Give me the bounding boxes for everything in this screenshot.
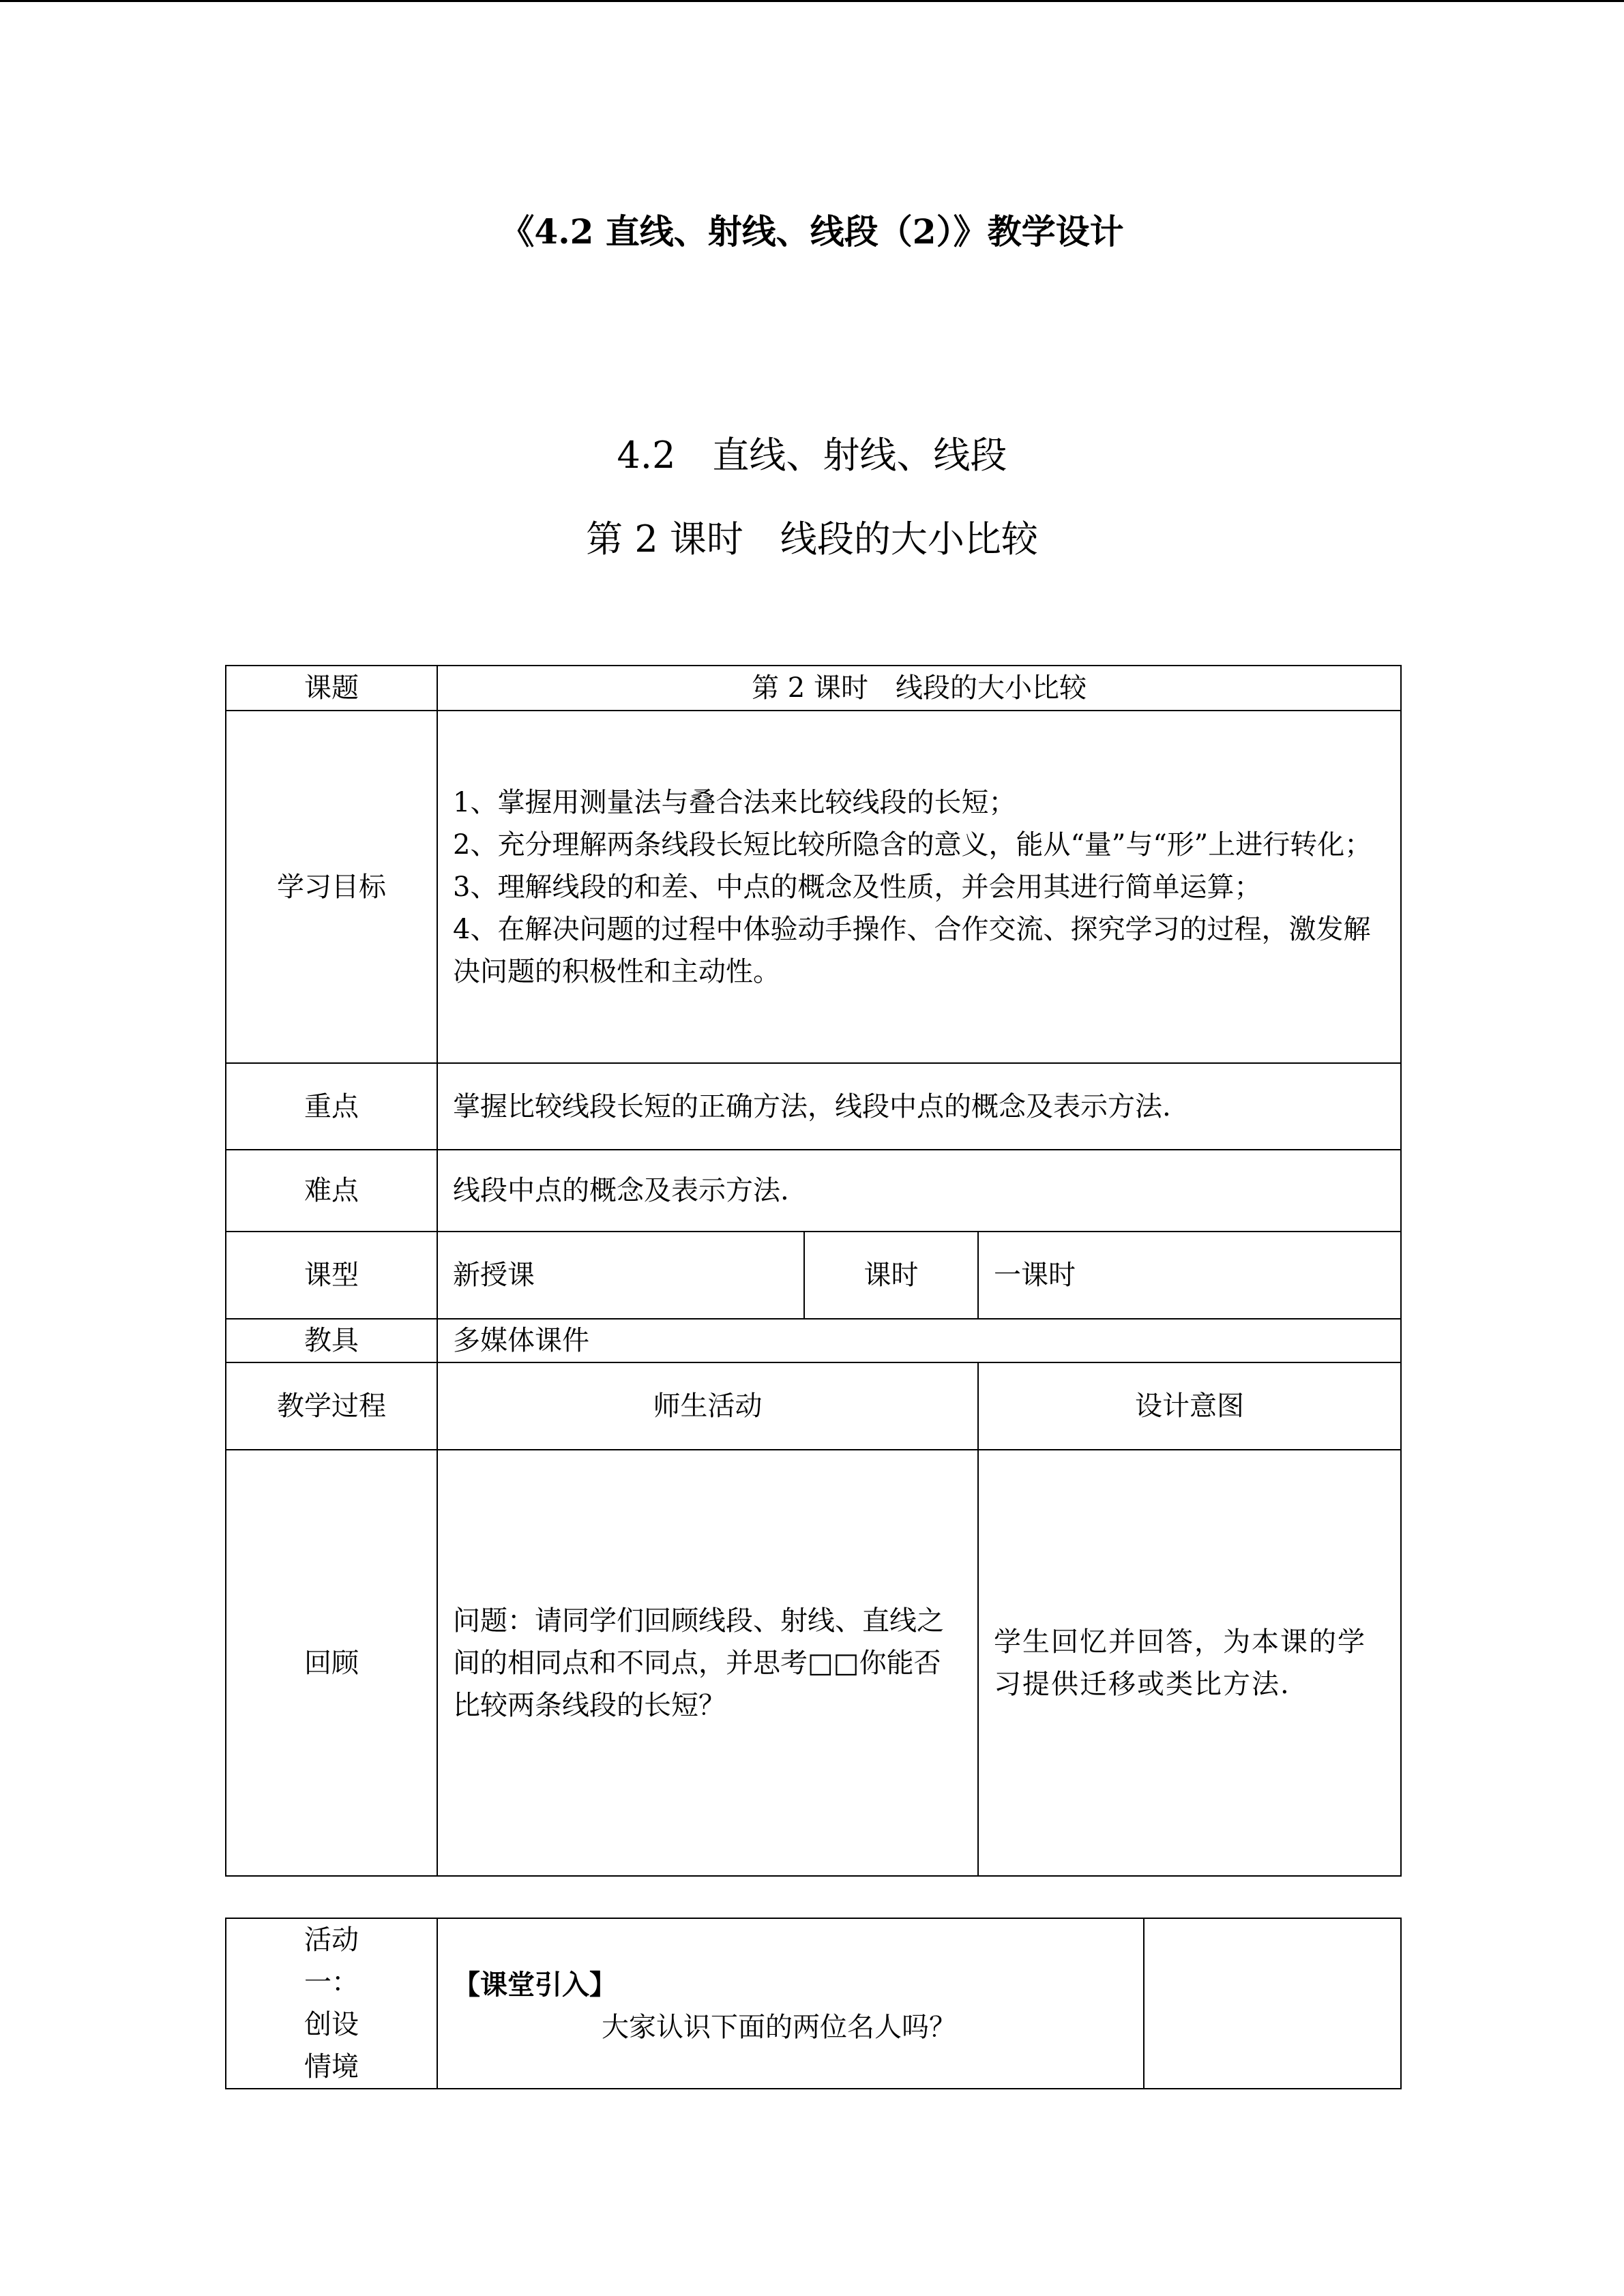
tools-row [226,1319,1401,1362]
objective-item: 3、理解线段的和差、中点的概念及性质，并会用其进行简单运算； [453,871,1262,903]
key-point-label: 重点 [226,1063,437,1150]
objective-item: 4、在解决问题的过程中体验动手操作、合作交流、探究学习的过程，激发解决问题的积极性和主动性。 [453,913,1371,987]
activity-label-line: 活动 [304,1924,359,1956]
top-border-line [0,0,1624,2]
activity-header: 师生活动 [437,1362,978,1450]
topic-label: 课题 [226,666,437,711]
type-label: 课型 [226,1232,437,1319]
activity-label-line: 一： [304,1967,359,1998]
activity-label [226,1918,437,2089]
objectives-row [226,711,1401,1063]
type-value: 新授课 [437,1232,804,1319]
objectives-list [437,711,1401,1063]
review-activity: 问题：请同学们回顾线段、射线、直线之间的相同点和不同点，并思考□□你能否比较两条线段的长短？ [437,1450,978,1876]
review-label: 回顾 [226,1450,437,1876]
difficulty-value: 线段中点的概念及表示方法. [437,1150,1401,1232]
objective-item: 2、充分理解两条线段长短比较所隐含的意义，能从“量”与“形”上进行转化； [453,829,1372,861]
key-point-row [226,1063,1401,1150]
activity-row [226,1918,1401,2089]
key-point-value: 掌握比较线段长短的正确方法，线段中点的概念及表示方法. [437,1063,1401,1150]
intent-header: 设计意图 [978,1362,1401,1450]
process-header-row [226,1362,1401,1450]
activity-content [437,1918,1144,2089]
activity-table [225,1918,1402,2089]
process-header: 教学过程 [226,1362,437,1450]
review-row [226,1450,1401,1876]
tools-value: 多媒体课件 [437,1319,1401,1362]
tools-label: 教具 [226,1319,437,1362]
document-title: 《4.2 直线、射线、线段（2）》教学设计 [500,211,1124,252]
section-title: 【课堂引入】 [453,1969,617,2001]
difficulty-label: 难点 [226,1150,437,1232]
objectives-label: 学习目标 [226,711,437,1063]
lesson-subheading: 第 2 课时 线段的大小比较 [586,518,1038,561]
topic-value: 第 2 课时 线段的大小比较 [437,666,1401,711]
lesson-plan-table [225,665,1402,1877]
topic-row [226,666,1401,711]
hours-label: 课时 [804,1232,978,1319]
activity-label-line: 创设 [304,2009,359,2040]
activity-intent-empty [1144,1918,1401,2089]
hours-value: 一课时 [978,1232,1401,1319]
difficulty-row [226,1150,1401,1232]
lesson-heading: 4.2 直线、射线、线段 [617,434,1007,477]
review-intent: 学生回忆并回答，为本课的学习提供迁移或类比方法. [978,1450,1401,1876]
objective-item: 1、掌握用测量法与叠合法来比较线段的长短； [453,786,1016,818]
type-row [226,1232,1401,1319]
intro-question: 大家认识下面的两位名人吗？ [602,2012,956,2043]
activity-label-line: 情境 [304,2051,359,2083]
